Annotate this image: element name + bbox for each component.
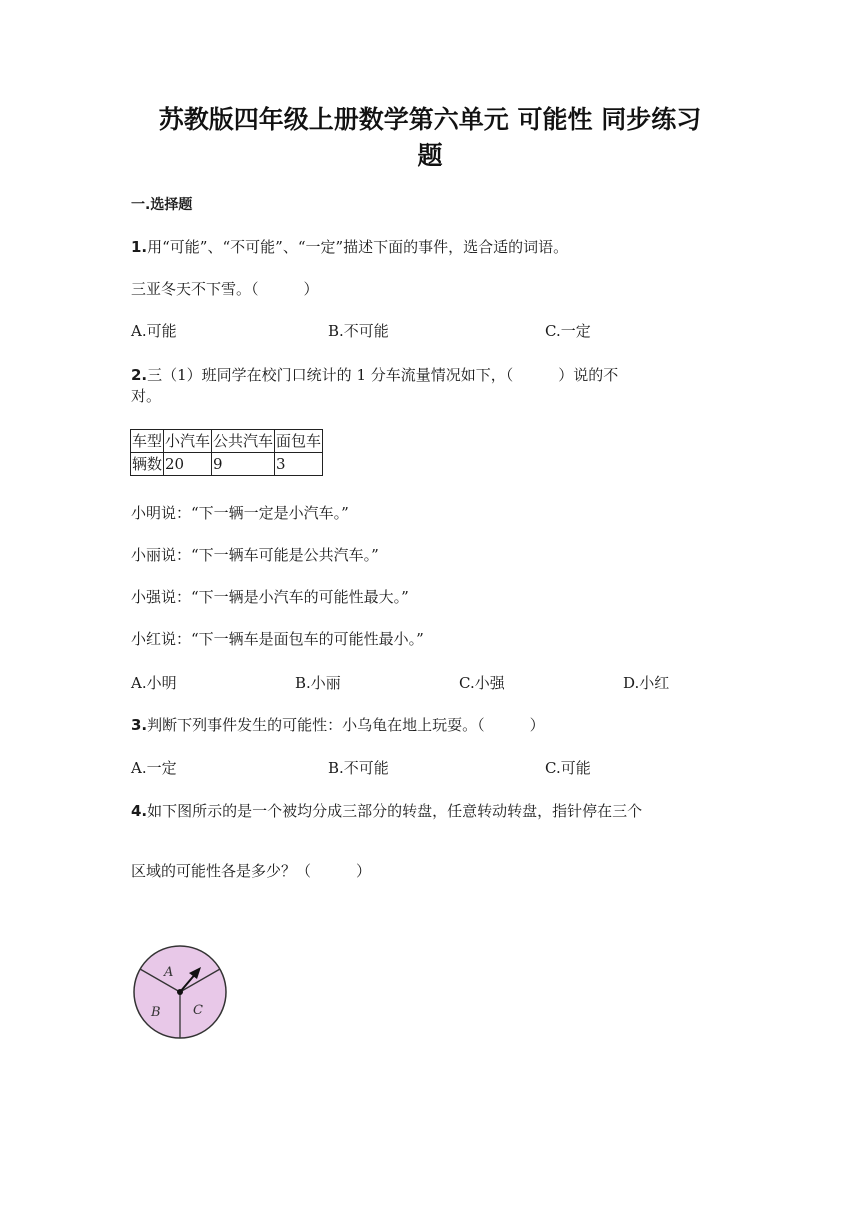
question-2-option-c: C.小强 [459,674,505,692]
section-heading: 一.选择题 [131,197,193,213]
question-1-number: 1. [131,238,148,256]
spinner-label-a: A [164,965,174,980]
statement-xiaohong: 小红说：“下一辆车是面包车的可能性最小。” [131,630,424,648]
question-4 [131,800,642,822]
question-4-text-line-1: 如下图所示的是一个被均分成三部分的转盘，任意转动转盘，指针停在三个 [147,802,643,820]
question-1-option-c: C.一定 [545,322,591,340]
question-4-number: 4. [131,802,148,820]
question-2-option-b: B.小丽 [295,674,341,692]
question-1 [131,236,568,258]
question-2-number: 2. [131,366,148,384]
question-3-text: 判断下列事件发生的可能性：小乌龟在地上玩耍。（ ） [147,716,545,734]
table-header-cell: 公共汽车 [212,430,275,453]
statement-xiaoming: 小明说：“下一辆一定是小汽车。” [131,504,349,522]
table-cell: 辆数 [131,453,164,476]
question-1-sub: 三亚冬天不下雪。（ ） [131,280,319,298]
table-cell: 20 [164,453,212,476]
question-3 [131,714,545,736]
worksheet-title [100,102,760,174]
title-line-1: 苏教版四年级上册数学第六单元 可能性 同步练习 [158,105,702,134]
question-1-option-b: B.不可能 [328,322,389,340]
question-2-option-a: A.小明 [131,674,177,692]
table-cell: 3 [275,453,323,476]
question-1-option-a: A.可能 [131,322,177,340]
statement-xiaoli: 小丽说：“下一辆车可能是公共汽车。” [131,546,379,564]
question-3-number: 3. [131,716,148,734]
question-3-option-b: B.不可能 [328,759,389,777]
question-3-option-c: C.可能 [545,759,591,777]
spinner-center [177,989,183,995]
question-1-text: 用“可能”、“不可能”、“一定”描述下面的事件，选合适的词语。 [147,238,569,256]
traffic-table [130,429,323,476]
table-header-row [131,430,323,453]
table-header-cell: 面包车 [275,430,323,453]
table-cell: 9 [212,453,275,476]
table-row [131,453,323,476]
title-line-2: 题 [417,141,443,170]
spinner-label-b: B [151,1005,161,1020]
question-2-text-line-2: 对。 [131,387,162,405]
question-2 [131,364,618,386]
statement-xiaoqiang: 小强说：“下一辆是小汽车的可能性最大。” [131,588,409,606]
table-header-cell: 小汽车 [164,430,212,453]
table-header-cell: 车型 [131,430,164,453]
spinner-label-c: C [193,1003,203,1018]
question-3-option-a: A.一定 [131,759,177,777]
question-2-text-line-1: 三（1）班同学在校门口统计的 1 分车流量情况如下，（ ）说的不 [147,366,619,384]
spinner-figure [131,944,231,1044]
question-4-text-line-2: 区域的可能性各是多少？（ ） [131,862,372,880]
question-2-option-d: D.小红 [623,674,670,692]
